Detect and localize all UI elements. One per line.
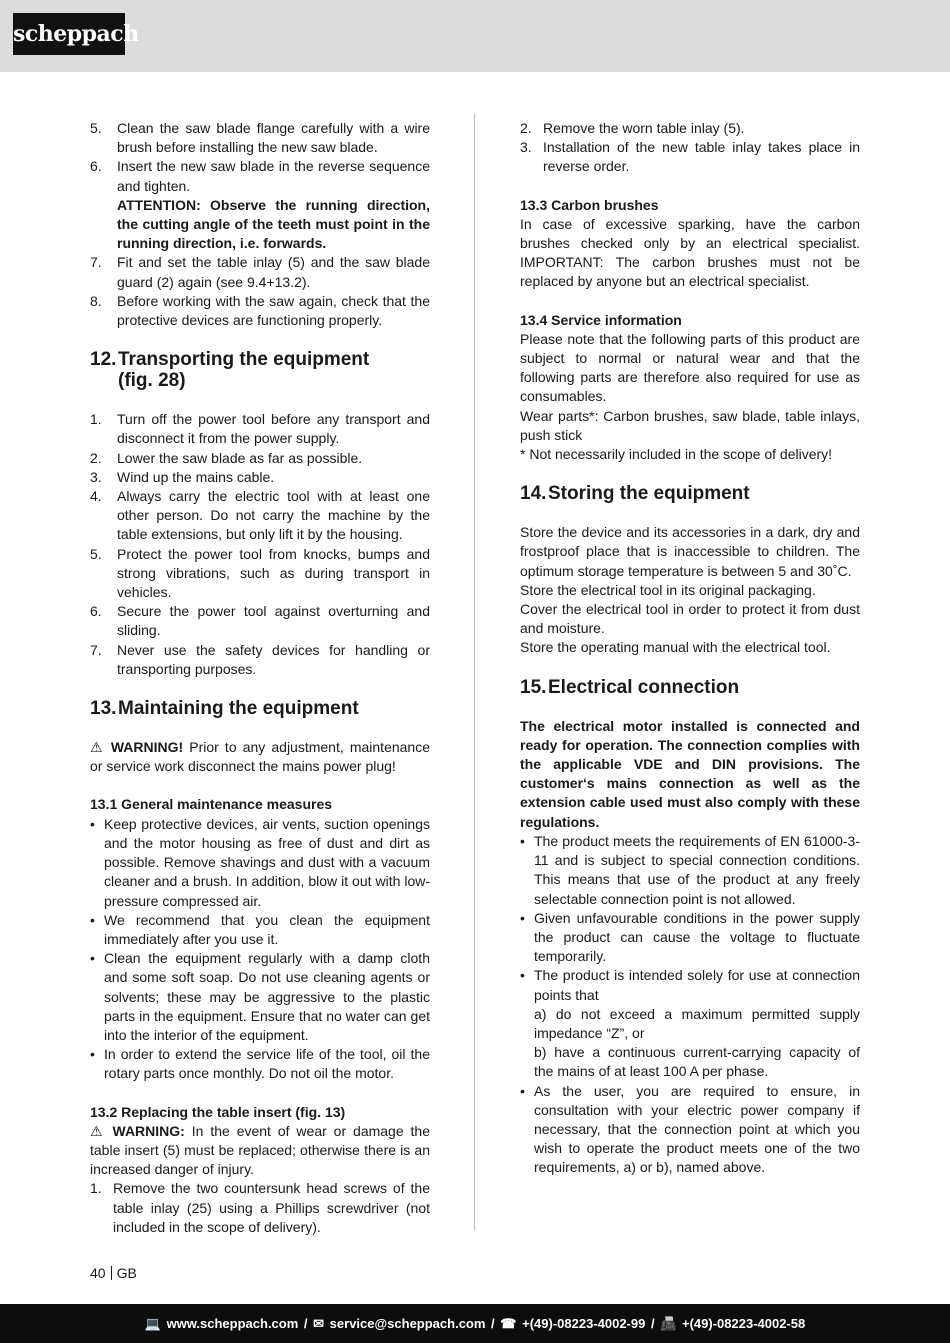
wear-parts-text: Wear parts*: Carbon brushes, saw blade, table inlays, push stick — [520, 407, 860, 443]
list-item: 3. Wind up the mains cable. — [90, 468, 275, 485]
phone-icon: ☎ — [500, 1316, 517, 1331]
page-header — [0, 0, 950, 72]
storage-text: Store the operating manual with the electrical tool. — [520, 639, 831, 656]
envelope-icon: ✉ — [313, 1316, 325, 1331]
saw-blade-steps-list — [90, 119, 430, 330]
website-link[interactable]: www.scheppach.com — [166, 1316, 299, 1331]
list-item: • Given unfavourable conditions in the power supply the product can cause the voltage to fluctuate temporarily. — [520, 909, 860, 967]
page-number: 40 GB — [90, 1265, 137, 1281]
list-item: • Keep protective devices, air vents, suction openings and the motor housing as free of dust and dirt as possible. Remove shavings and dust with a vacuum cleaner and a brush. In addition, blow it out with low-pressure compressed air. — [90, 815, 430, 911]
table-insert-steps-list — [90, 1179, 430, 1237]
list-item: 1. Remove the two countersunk head screws of the table inlay (25) using a Phillips screwdriver (not included in the scope of delivery). — [90, 1180, 430, 1235]
list-item: • In order to extend the service life of the tool, oil the rotary parts once monthly. Do not oil the motor. — [90, 1045, 430, 1083]
list-item: • As the user, you are required to ensure, in consultation with your electric power company if necessary, that the connection point at which you wish to operate the product meets one of the two requirements, a) or b), named above. — [520, 1082, 860, 1178]
list-item: 2. Lower the saw blade as far as possible. — [90, 449, 363, 466]
computer-icon: 💻 — [144, 1316, 161, 1331]
list-item: 8. Before working with the saw again, check that the protective devices are functioning properly. — [90, 292, 430, 329]
delivery-note: * Not necessarily included in the scope of delivery! — [520, 446, 833, 463]
fax-icon: 📠 — [660, 1316, 677, 1331]
electrical-intro: The electrical motor installed is connected and ready for operation. The connection complies with the applicable VDE and DIN provisions. The customer‘s mains connection as well as the extension cable used must also comply with these regulations. — [520, 717, 860, 830]
section-heading-13: 13. Maintaining the equipment — [90, 698, 359, 720]
list-item: 7. Never use the safety devices for handling or transporting purposes. — [90, 641, 430, 677]
section-heading-14: 14. Storing the equipment — [520, 483, 750, 505]
table-insert-warning: ⚠ WARNING: In the event of wear or damage the table insert (5) must be replaced; otherwise there is an increased danger of injury. — [90, 1122, 431, 1178]
electrical-requirements-list — [520, 832, 860, 1178]
subsection-heading-13-3: 13.3 Carbon brushes — [520, 196, 659, 213]
list-item: 2. Remove the worn table inlay (5). — [520, 120, 745, 136]
warning-icon: ⚠ — [90, 739, 105, 756]
storage-text: Store the device and its accessories in a dark, dry and frostproof place that is inaccessible to children. The optimum storage temperature is between 5 and 30˚C. — [520, 524, 860, 579]
brand-logo: scheppach — [13, 13, 125, 55]
list-item: 7. Fit and set the table inlay (5) and the saw blade guard (2) again (see 9.4+13.2). — [90, 254, 430, 290]
list-item: • The product meets the requirements of EN 61000-3-11 and is subject to special connection conditions. This means that use of the product at any freely selectable connection point is not allowed. — [520, 832, 860, 909]
list-item: 1. Turn off the power tool before any transport and disconnect it from the power supply. — [90, 411, 430, 447]
fax-number: +(49)-08223-4002-58 — [682, 1316, 806, 1331]
subsection-heading-13-1: 13.1 General maintenance measures — [90, 796, 333, 813]
left-column — [90, 119, 430, 1237]
email-link[interactable]: service@scheppach.com — [329, 1316, 486, 1331]
list-item: 6. Insert the new saw blade in the reverse sequence and tighten. ATTENTION: Observe the running direction, the cutting angle of the teeth must point in the running direction, i.e. forwards. — [90, 158, 430, 252]
column-divider — [474, 114, 475, 1230]
storage-text: Cover the electrical tool in order to protect it from dust and moisture. — [520, 601, 860, 637]
section-heading-15: 15. Electrical connection — [520, 676, 740, 698]
phone-number: +(49)-08223-4002-99 — [522, 1316, 646, 1331]
service-info-text: Please note that the following parts of this product are subject to normal or natural wear and that the following parts are therefore also required for use as consumables. — [520, 330, 860, 405]
warning-icon: ⚠ — [90, 1122, 106, 1139]
list-item: • Clean the equipment regularly with a damp cloth and some soft soap. Do not use cleaning agents or solvents; these may be aggressive to the plastic parts in the equipment. Ensure that no water can get into the interior of the equipment. — [90, 949, 430, 1045]
transport-steps-list — [90, 410, 430, 679]
carbon-brushes-text: In case of excessive sparking, have the carbon brushes checked only by an electrical specialist. IMPORTANT: The carbon brushes must not be replaced by anyone but an electrical specialist. — [520, 215, 860, 290]
list-item: 3. Installation of the new table inlay takes place in reverse order. — [520, 139, 860, 175]
maintenance-measures-list — [90, 815, 430, 1084]
table-insert-steps-list-cont — [520, 119, 860, 177]
list-item: 4. Always carry the electric tool with at least one other person. Do not carry the machine by the table extensions, but only lift it by the housing. — [90, 488, 430, 543]
right-column — [520, 119, 860, 1178]
section-heading-12: 12. Transporting the equipment (fig. 28) — [90, 349, 370, 392]
list-item: 5. Clean the saw blade flange carefully with a wire brush before installing the new saw blade. — [90, 120, 430, 156]
list-item: 6. Secure the power tool against overturning and sliding. — [90, 603, 430, 639]
attention-note: ATTENTION: Observe the running direction, the cutting angle of the teeth must point in the running direction, i.e. forwards. — [117, 196, 430, 252]
page-number-separator — [111, 1266, 112, 1280]
maintenance-warning: ⚠ WARNING! Prior to any adjustment, maintenance or service work disconnect the mains power plug! — [90, 739, 430, 775]
list-item: • The product is intended solely for use at connection points that a) do not exceed a maximum permitted supply impedance “Z”, or b) have a continuous current-carrying capacity of the mains of at least 100 A per phase. — [520, 966, 860, 1081]
page-footer: 💻 www.scheppach.com / ✉ service@scheppach.com / ☎ +(49)-08223-4002-99 / 📠 +(49)-08223-4002-58 — [0, 1304, 950, 1343]
subsection-heading-13-2: 13.2 Replacing the table insert (fig. 13) — [90, 1103, 346, 1120]
list-item: 5. Protect the power tool from knocks, bumps and strong vibrations, such as during transport in vehicles. — [90, 545, 430, 601]
subsection-heading-13-4: 13.4 Service information — [520, 311, 682, 328]
storage-text: Store the electrical tool in its original packaging. — [520, 581, 816, 598]
list-item: • We recommend that you clean the equipment immediately after you use it. — [90, 911, 430, 949]
